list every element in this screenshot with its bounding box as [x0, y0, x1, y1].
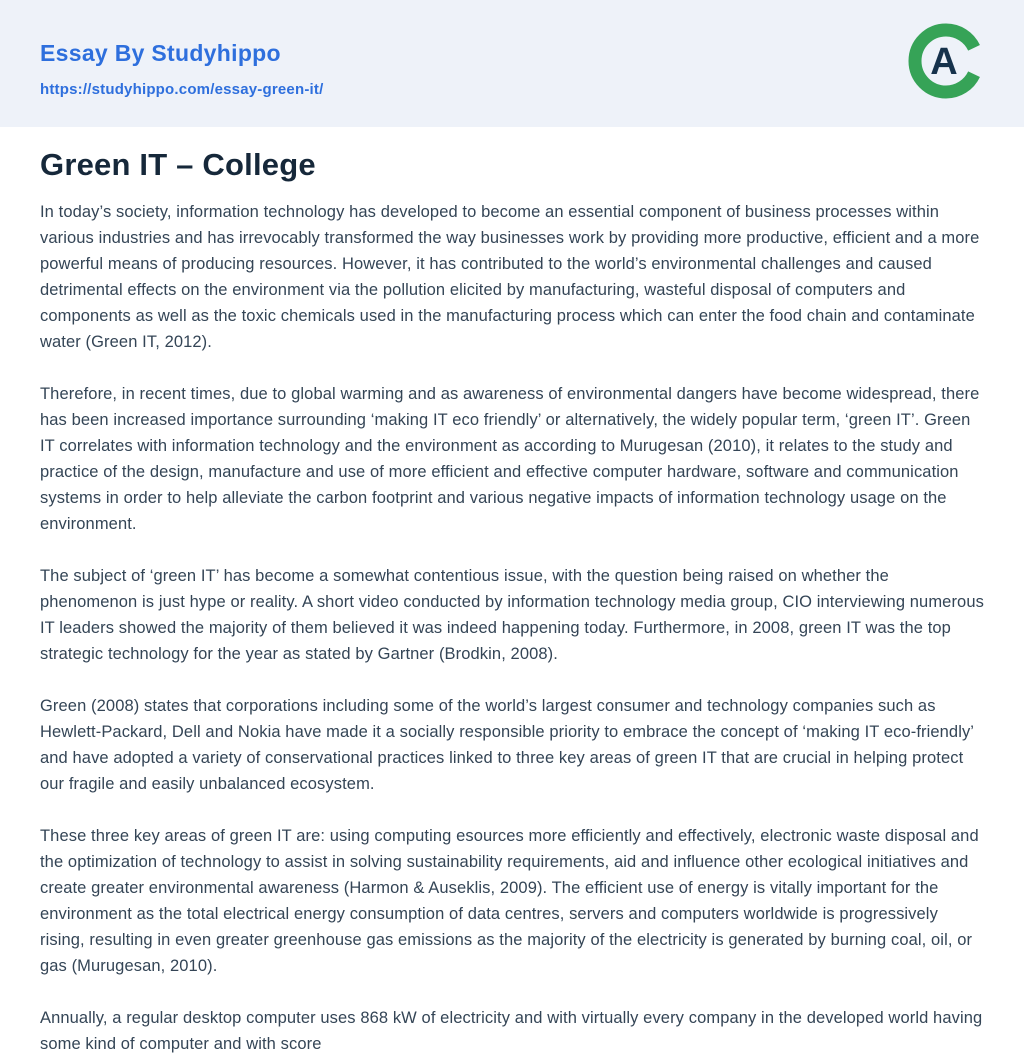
essay-paragraph: In today’s society, information technology has developed to become an essential component of business processes within various industries and has irrevocably transformed the way businesses work by providing more productive, efficient and a more powerful means of producing resources. However, it has contributed to the world’s environmental challenges and caused detrimental effects on the environment via the pollution elicited by manufacturing, wasteful disposal of computers and components as well as the toxic chemicals used in the manufacturing process which can enter the food chain and contaminate water (Green IT, 2012). [40, 203, 980, 351]
essay-url-link[interactable]: https://studyhippo.com/essay-green-it/ [40, 81, 324, 98]
essay-paragraph: Annually, a regular desktop computer uses 868 kW of electricity and with virtually every company in the developed world having some kind of computer and with score [40, 1009, 983, 1053]
essay-article [0, 127, 1024, 1057]
studyhippo-logo[interactable] [907, 22, 985, 100]
essay-paragraph: These three key areas of green IT are: using computing esources more efficiently and effectively, electronic waste disposal and the optimization of technology to assist in solving sustainability requirements, aid and influence other ecological initiatives and create greater environmental awareness (Harmon & Auseklis, 2009). The efficient use of energy is vitally important for the environment as the total electrical energy consumption of data centres, servers and computers worldwide is progressively rising, resulting in even greater greenhouse gas emissions as the majority of the electricity is generated by burning coal, oil, or gas (Murugesan, 2010). [40, 827, 979, 975]
logo-letter: A [930, 41, 958, 83]
essay-title: Green IT – College [40, 147, 316, 182]
essay-paragraph: Therefore, in recent times, due to global warming and as awareness of environmental dangers have become widespread, there has been increased importance surrounding ‘making IT eco friendly’ or alternatively, the widely popular term, ‘green IT’. Green IT correlates with information technology and the environment as according to Murugesan (2010), it relates to the study and practice of the design, manufacture and use of more efficient and effective computer hardware, software and communication systems in order to help alleviate the carbon footprint and various negative impacts of information technology usage on the environment. [40, 385, 980, 533]
site-title: Essay By Studyhippo [40, 40, 281, 66]
essay-paragraph: The subject of ‘green IT’ has become a somewhat contentious issue, with the question being raised on whether the phenomenon is just hype or reality. A short video conducted by information technology media group, CIO interviewing numerous IT leaders showed the majority of them believed it was indeed happening today. Furthermore, in 2008, green IT was the top strategic technology for the year as stated by Gartner (Brodkin, 2008). [40, 567, 984, 663]
logo-ring-icon [907, 22, 985, 100]
essay-paragraph: Green (2008) states that corporations including some of the world’s largest consumer and technology companies such as Hewlett-Packard, Dell and Nokia have made it a socially responsible priority to embrace the concept of ‘making IT eco-friendly’ and have adopted a variety of conservational practices linked to three key areas of green IT that are crucial in helping protect our fragile and easily unbalanced ecosystem. [40, 697, 974, 793]
page-header [0, 0, 1024, 127]
